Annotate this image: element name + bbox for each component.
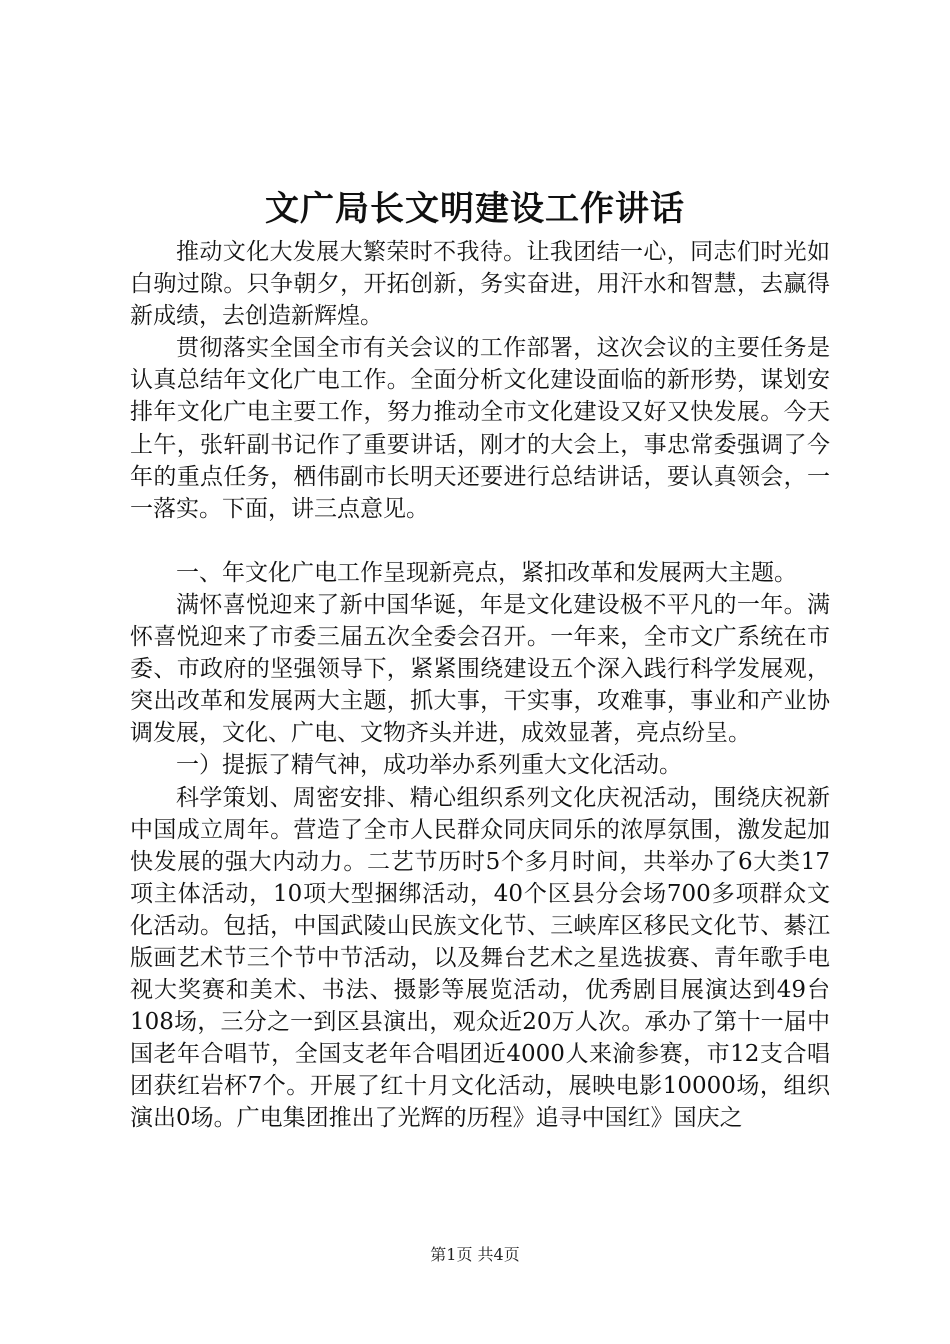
document-title: 文广局长文明建设工作讲话: [265, 189, 685, 229]
paragraph-meeting-task: 贯彻落实全国全市有关会议的工作部署，这次会议的主要任务是认真总结年文化广电工作。全面分析文化建设面临的新形势，谋划安排年文化广电主要工作，努力推动全市文化建设又好又快发展。今天上午，张轩副书记作了重要讲话，刚才的大会上，事忠常委强调了今年的重点任务，栖伟副市长明天还要进行总结讲话，要认真领会，一一落实。下面，讲三点意见。: [130, 335, 830, 522]
paragraph-celebration-activities: 科学策划、周密安排、精心组织系列文化庆祝活动，围绕庆祝新中国成立周年。营造了全市人民群众同庆同乐的浓厚氛围，激发起加快发展的强大内动力。二艺节历时5个多月时间，共举办了6大类17项主体活动，10项大型捆绑活动，40个区县分会场700多项群众文化活动。包括，中国武陵山民族文化节、三峡库区移民文化节、綦江版画艺术节三个节中节活动，以及舞台艺术之星选拔赛、青年歌手电视大奖赛和美术、书法、摄影等展览活动，优秀剧目展演达到49台108场，三分之一到区县演出，观众近20万人次。承办了第十一届中国老年合唱节，全国支老年合唱团近4000人来渝参赛，市12支合唱团获红岩杯7个。开展了红十月文化活动，展映电影10000场，组织演出0场。广电集团推出了光辉的历程》追寻中国红》国庆之: [130, 784, 830, 1132]
subheading-cultural-activities: 一）提振了精气神，成功举办系列重大文化活动。: [176, 752, 682, 779]
section-heading-one: 一、年文化广电工作呈现新亮点，紧扣改革和发展两大主题。: [176, 559, 797, 586]
document-body: [130, 236, 830, 1135]
paragraph-opening: 推动文化大发展大繁荣时不我待。让我团结一心，同志们时光如白驹过隙。只争朝夕，开拓创新，务实奋进，用汗水和智慧，去赢得新成绩，去创造新辉煌。: [130, 239, 830, 330]
paragraph-year-review: 满怀喜悦迎来了新中国华诞，年是文化建设极不平凡的一年。满怀喜悦迎来了市委三届五次全委会召开。一年来，全市文广系统在市委、市政府的坚强领导下，紧紧围绕建设五个深入践行科学发展观，突出改革和发展两大主题，抓大事，干实事，攻难事，事业和产业协调发展，文化、广电、文物齐头并进，成效显著，亮点纷呈。: [130, 591, 830, 747]
page-number-footer: 第1页 共4页: [430, 1245, 520, 1264]
